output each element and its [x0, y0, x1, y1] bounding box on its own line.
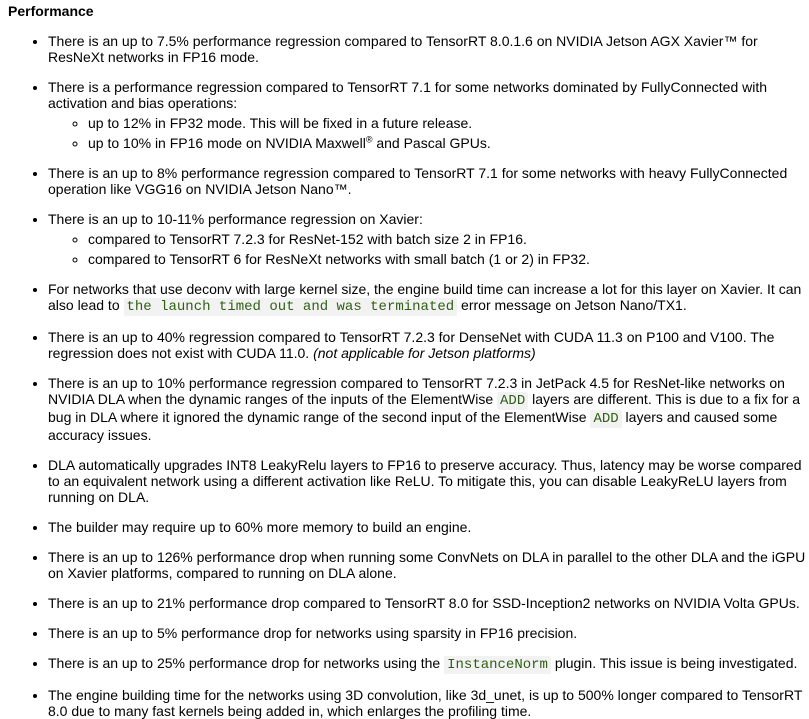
inline-code: the launch timed out and was terminated: [124, 298, 458, 316]
item-text: The builder may require up to 60% more memory to build an engine.: [48, 519, 472, 535]
registered-mark: ®: [365, 134, 373, 145]
inline-code: ADD: [497, 392, 528, 410]
sub-list-item: [88, 251, 809, 267]
item-text: There is a performance regression compared to TensorRT 7.1 for some networks dominated by FullyConnected with activation and bias operations:: [48, 79, 768, 111]
sub-item-text: compared to TensorRT 6 for ResNeXt networks with small batch (1 or 2) in FP32.: [88, 251, 590, 267]
sub-item-text: compared to TensorRT 7.2.3 for ResNet-152 with batch size 2 in FP16.: [88, 231, 527, 247]
item-text: There is an up to 8% performance regression compared to TensorRT 7.1 for some networks with heavy FullyConnected operation like VGG16 on NVIDIA Jetson Nano™.: [48, 165, 788, 197]
item-text: There is an up to 40% regression compared to TensorRT 7.2.3 for DenseNet with CUDA 11.3 on P100 and V100. The regression does not exist with CUDA 11.0.: [48, 329, 775, 361]
sub-list: [48, 115, 809, 151]
item-text: There is an up to 126% performance drop when running some ConvNets on DLA in parallel to the other DLA and the iGPU on Xavier platforms, compared to running on DLA alone.: [48, 549, 806, 581]
sub-list-item: [88, 135, 809, 151]
list-item: [48, 33, 809, 65]
item-text: There is an up to 25% performance drop for networks using the: [48, 655, 445, 671]
list-item: [48, 281, 809, 315]
item-text: There is an up to 7.5% performance regression compared to TensorRT 8.0.1.6 on NVIDIA Jetson AGX Xavier™ for ResNeXt networks in FP16 mode.: [48, 33, 758, 65]
sub-list-item: [88, 115, 809, 131]
list-item: [48, 375, 809, 443]
item-text: layers are different. This is due to a fix for a bug in DLA where it ignored the dynamic range of the second input of the ElementWise: [48, 391, 801, 425]
list-item: [48, 625, 809, 641]
sub-item-text: up to 12% in FP32 mode. This will be fixed in a future release.: [88, 115, 473, 131]
italic-note: (not applicable for Jetson platforms): [313, 345, 536, 361]
list-item: [48, 595, 809, 611]
sub-item-text: and Pascal GPUs.: [372, 135, 491, 151]
inline-code: ADD: [590, 410, 621, 428]
item-text: error message on Jetson Nano/TX1.: [457, 297, 687, 313]
item-text: layers and caused some accuracy issues.: [48, 409, 778, 443]
section-title: Performance: [8, 3, 94, 19]
sub-list: [48, 231, 809, 267]
list-item: [48, 211, 809, 267]
list-item: [48, 165, 809, 197]
list-item: [48, 687, 809, 719]
sub-item-text: up to 10% in FP16 mode on NVIDIA Maxwell: [88, 135, 366, 151]
item-text: DLA automatically upgrades INT8 LeakyRelu layers to FP16 to preserve accuracy. Thus, latency may be worse compared to an equivalent network using a different activation like ReLU. To mitigate this, you can disable LeakyReLU layers from running on DLA.: [48, 457, 802, 505]
list-item: [48, 655, 809, 673]
item-text: The engine building time for the networks using 3D convolution, like 3d_unet, is up to 500% longer compared to TensorRT 8.0 due to many fast kernels being added in, which enlarges the profiling time.: [48, 687, 803, 719]
list-item: [48, 329, 809, 361]
list-item: [48, 519, 809, 535]
list-item: [48, 457, 809, 505]
item-text: plugin. This issue is being investigated.: [550, 655, 798, 671]
inline-code: InstanceNorm: [444, 656, 551, 674]
item-text: There is an up to 21% performance drop compared to TensorRT 8.0 for SSD-Inception2 networks on NVIDIA Volta GPUs.: [48, 595, 800, 611]
item-text: For networks that use deconv with large kernel size, the engine build time can increase a lot for this layer on Xavier. It can also lead to: [48, 281, 802, 313]
issue-list: [8, 33, 809, 719]
list-item: [48, 79, 809, 151]
item-text: There is an up to 10% performance regression compared to TensorRT 7.2.3 in JetPack 4.5 for ResNet-like networks on NVIDIA DLA when the dynamic ranges of the inputs of the ElementWise: [48, 375, 785, 407]
item-text: There is an up to 5% performance drop for networks using sparsity in FP16 precision.: [48, 625, 578, 641]
list-item: [48, 549, 809, 581]
sub-list-item: [88, 231, 809, 247]
item-text: There is an up to 10-11% performance regression on Xavier:: [48, 211, 423, 227]
